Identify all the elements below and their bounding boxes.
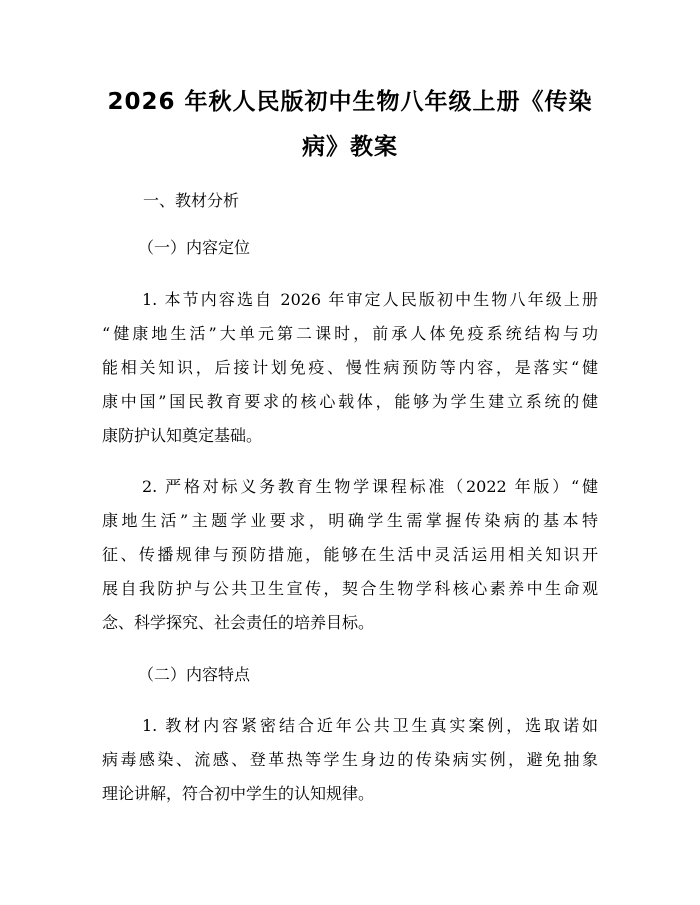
subsection-heading-content-positioning: （一）内容定位 <box>138 238 251 257</box>
paragraph-line: 康地生活”主题学业要求，明确学生需掌握传染病的基本特 <box>102 511 598 530</box>
paragraph-line: 征、传播规律与预防措施，能够在生活中灵活运用相关知识开 <box>102 545 598 564</box>
subsection-heading-content-features: （二）内容特点 <box>138 665 251 684</box>
paragraph-line: 理论讲解，符合初中学生的认知规律。 <box>102 784 375 803</box>
section-heading-textbook-analysis: 一、教材分析 <box>143 191 240 210</box>
paragraph-content-positioning-1 <box>102 283 598 453</box>
paragraph-line: 能相关知识，后接计划免疫、慢性病预防等内容，是落实“健 <box>102 358 598 377</box>
paragraph-line: 1. 教材内容紧密结合近年公共卫生真实案例，选取诺如 <box>142 716 598 735</box>
paragraph-line: 康中国”国民教育要求的核心载体，能够为学生建立系统的健 <box>102 392 598 411</box>
paragraph-line: 康防护认知奠定基础。 <box>102 426 263 445</box>
paragraph-content-features-1 <box>102 709 598 811</box>
document-title-line-2: 病》教案 <box>302 134 398 160</box>
paragraph-line: 展自我防护与公共卫生宣传，契合生物学科核心素养中生命观 <box>102 579 598 598</box>
paragraph-line: 1. 本节内容选自 2026 年审定人民版初中生物八年级上册 <box>142 290 598 309</box>
paragraph-line: 念、科学探究、社会责任的培养目标。 <box>102 613 375 632</box>
paragraph-line: “健康地生活”大单元第二课时，前承人体免疫系统结构与功 <box>102 324 598 343</box>
paragraph-line: 2. 严格对标义务教育生物学课程标准（2022 年版）“健 <box>142 477 598 496</box>
paragraph-content-positioning-2 <box>102 470 598 640</box>
document-title-line-1: 2026 年秋人民版初中生物八年级上册《传染 <box>107 89 593 115</box>
paragraph-line: 病毒感染、流感、登革热等学生身边的传染病实例，避免抽象 <box>102 750 598 769</box>
